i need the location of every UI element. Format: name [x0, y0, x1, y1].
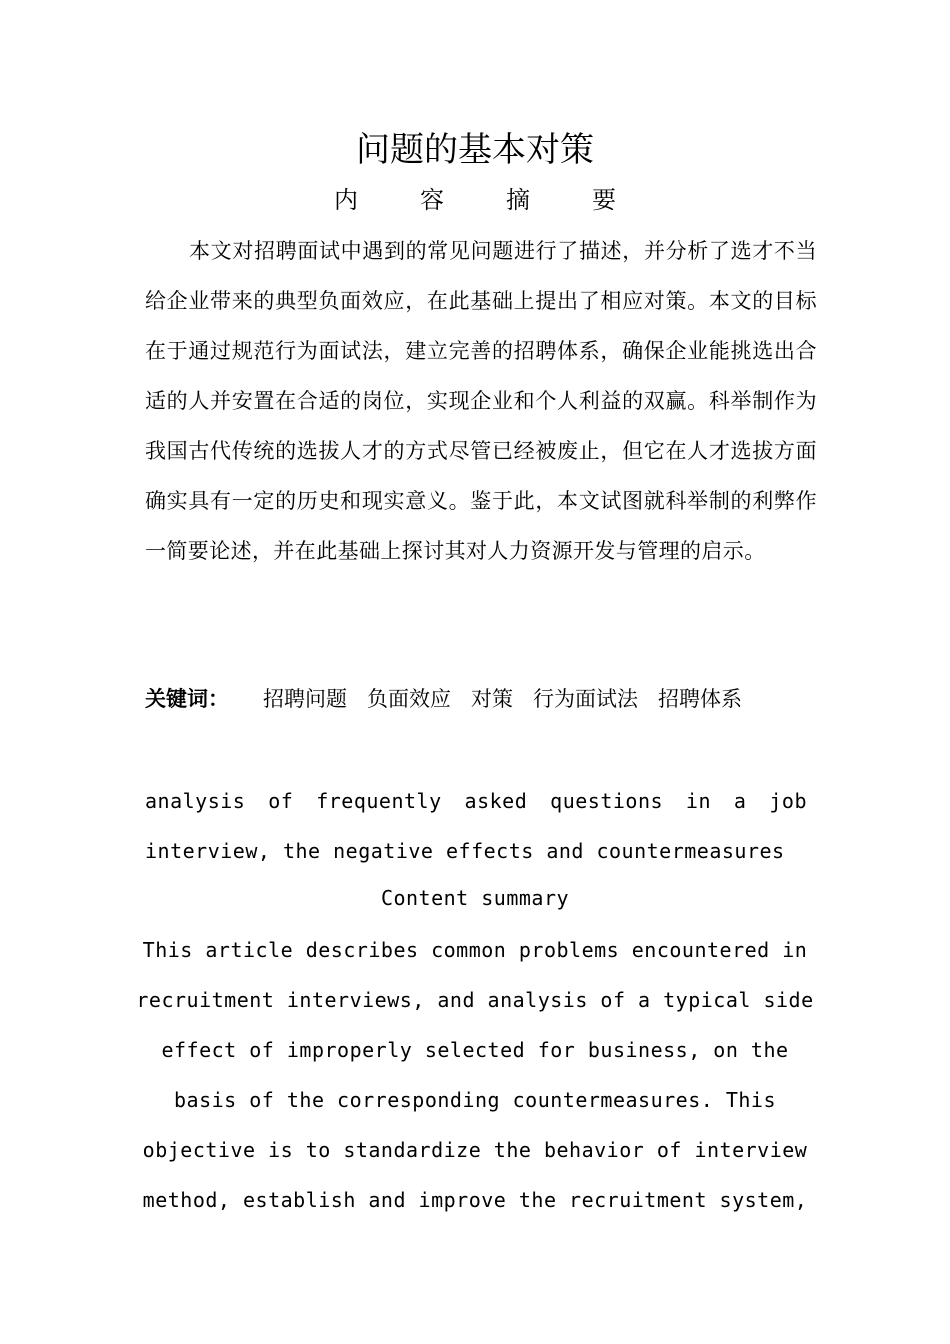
keyword-item: 行为面试法 — [533, 687, 638, 711]
keyword-item: 负面效应 — [367, 687, 451, 711]
keywords-label: 关键词： — [145, 687, 229, 711]
english-abstract-heading: Content summary — [380, 886, 570, 910]
abstract-heading: 内容摘要 — [334, 186, 678, 214]
english-title: analysis of frequently asked questions in a job interview, the negative effects and countermeasures — [145, 789, 807, 863]
keyword-item: 招聘体系 — [658, 687, 742, 711]
chinese-abstract: 本文对招聘面试中遇到的常见问题进行了描述，并分析了选才不当给企业带来的典型负面效应，在此基础上提出了相应对策。本文的目标在于通过规范行为面试法，建立完善的招聘体系，确保企业能挑选出合适的人并安置在合适的岗位，实现企业和个人利益的双赢。科举制作为我国古代传统的选拔人才的方式尽管已经被废止，但它在人才选拔方面确实具有一定的历史和现实意义。鉴于此，本文试图就科举制的利弊作一简要论述，并在此基础上探讨其对人力资源开发与管理的启示。 — [145, 239, 817, 563]
keywords-line — [145, 676, 817, 722]
keyword-item: 对策 — [471, 687, 513, 711]
english-abstract: This article describes common problems encountered in recruitment interviews, and analysis of a typical side effect of improperly selected for business, on the basis of the corresponding countermeasures. This objective is to standardize the behavior of interview method, establish and improve the recruitment system, — [136, 938, 814, 1212]
document-title: 问题的基本对策 — [356, 130, 594, 170]
keyword-item: 招聘问题 — [263, 687, 347, 711]
